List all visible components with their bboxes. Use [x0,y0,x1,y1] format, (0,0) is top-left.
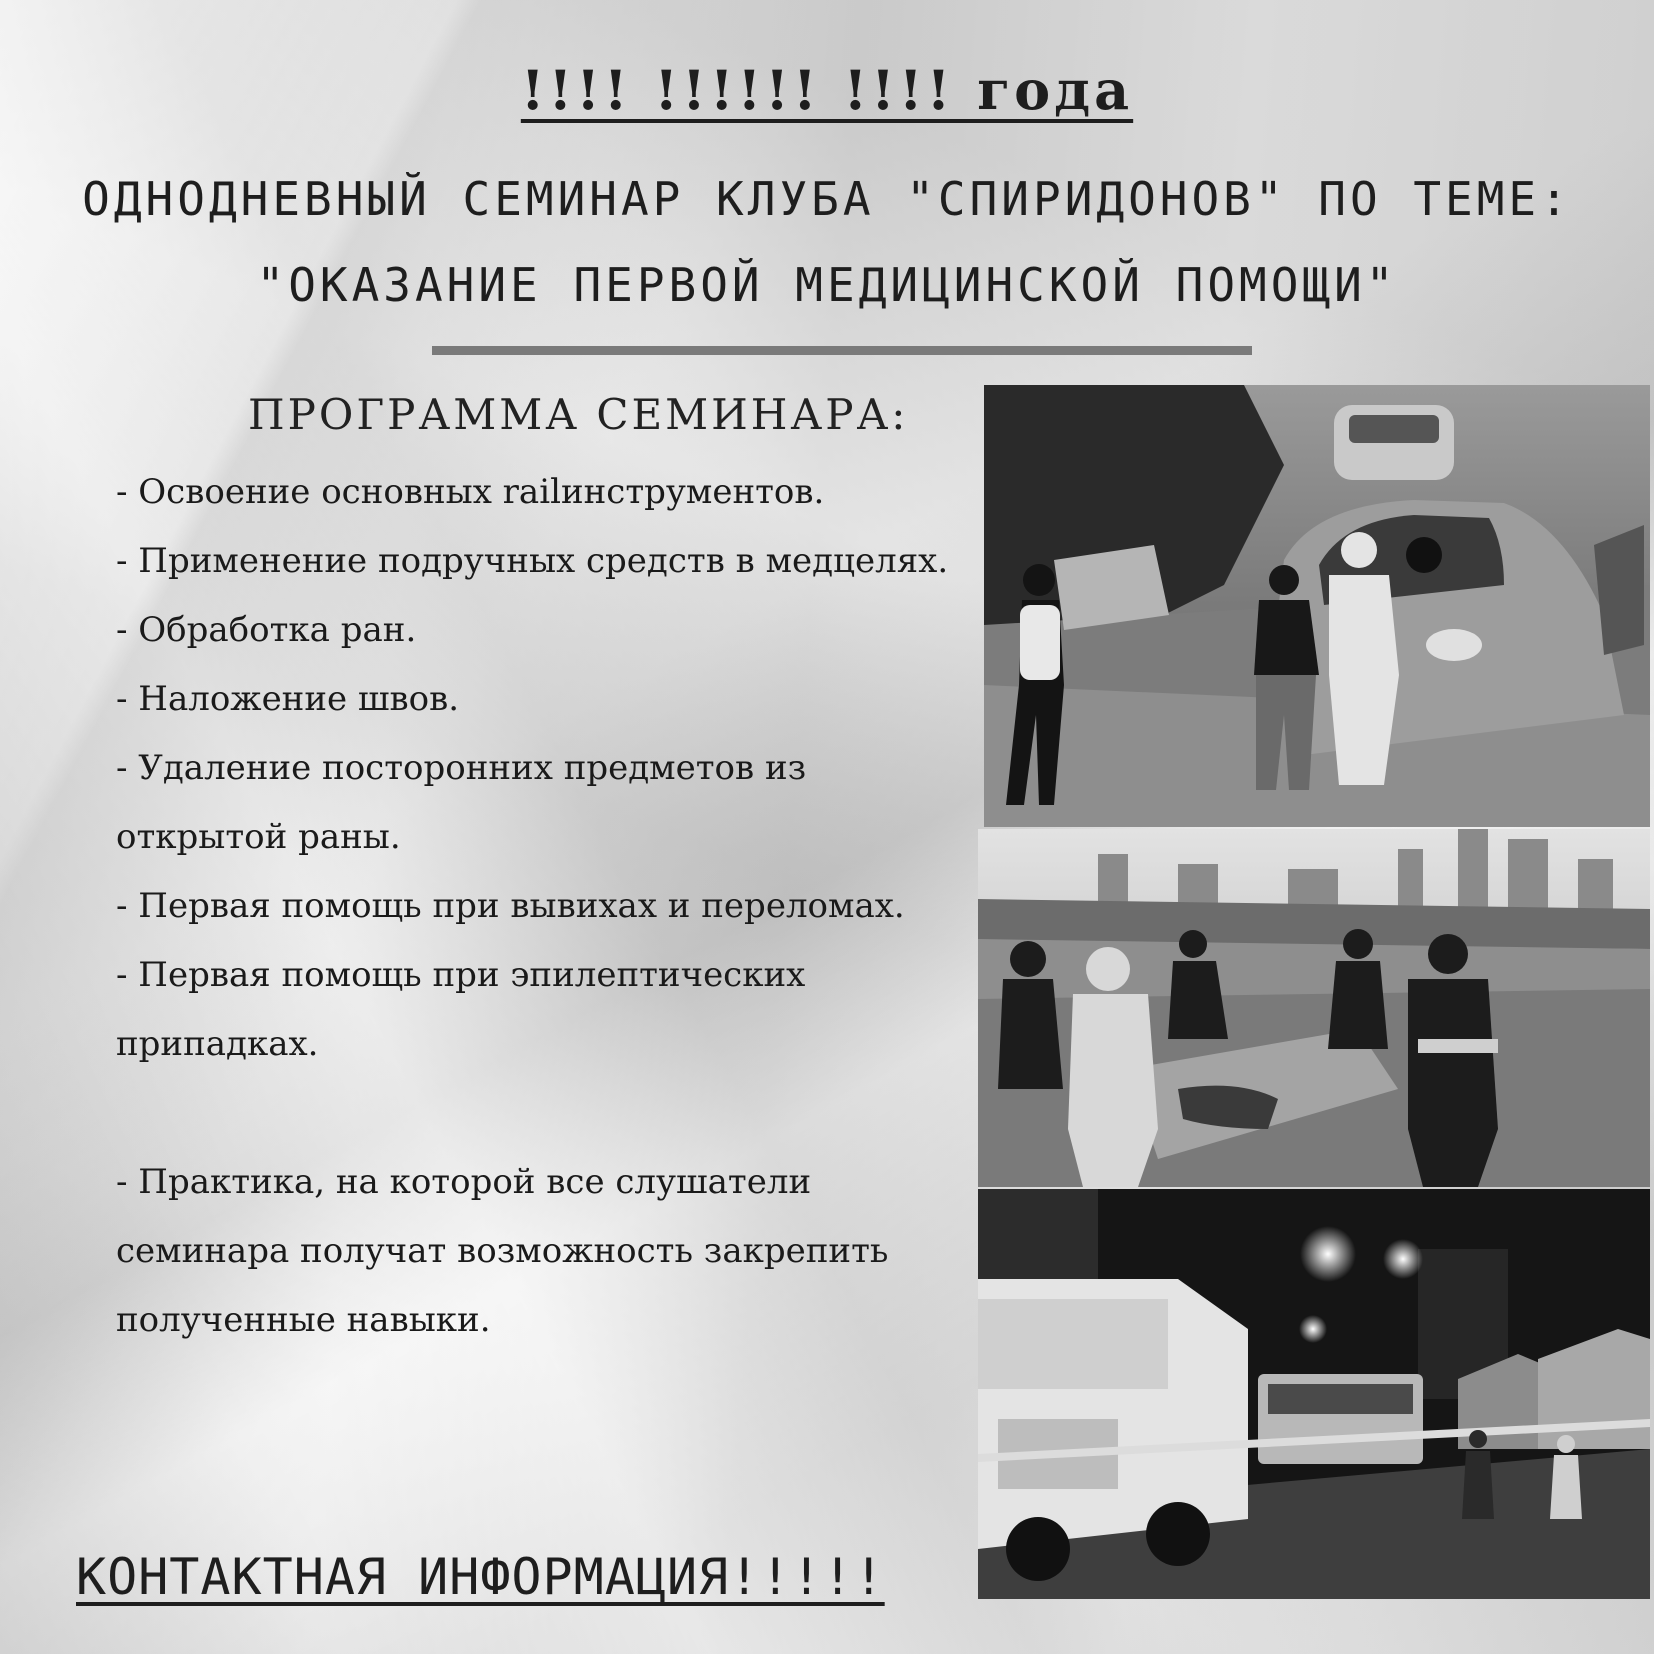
list-spacer [116,1079,976,1148]
divider-line [432,346,1252,355]
date-title: !!!! !!!!!! !!!! года [520,58,1134,122]
program-item: - Первая помощь при эпилептических припадках. [116,955,806,1064]
photo-night-accident [978,1189,1650,1599]
seminar-topic: "ОКАЗАНИЕ ПЕРВОЙ МЕДИЦИНСКОЙ ПОМОЩИ" [256,258,1398,312]
program-item: - Наложение швов. [116,679,460,719]
contact-info-link[interactable]: КОНТАКТНАЯ ИНФОРМАЦИЯ!!!!! [76,1548,885,1606]
seminar-headline: ОДНОДНЕВНЫЙ СЕМИНАР КЛУБА "СПИРИДОНОВ" ПО ТЕМЕ: [82,172,1572,226]
program-item: - Удаление посторонних предметов из открытой раны. [116,748,807,857]
program-item: - Первая помощь при вывихах и переломах. [116,886,905,926]
program-list [116,458,976,1355]
program-practice: - Практика, на которой все слушатели семинара получат возможность закрепить полученные навыки. [116,1162,889,1340]
program-item: - Обработка ран. [116,610,417,650]
photo-rescue-ruins [978,829,1650,1187]
program-item: - Применение подручных средств в медцелях. [116,541,949,581]
program-title: ПРОГРАММА СЕМИНАРА: [248,390,909,439]
program-item: - Освоение основных railинструментов. [116,472,825,512]
photo-damaged-car-scene [984,385,1650,827]
